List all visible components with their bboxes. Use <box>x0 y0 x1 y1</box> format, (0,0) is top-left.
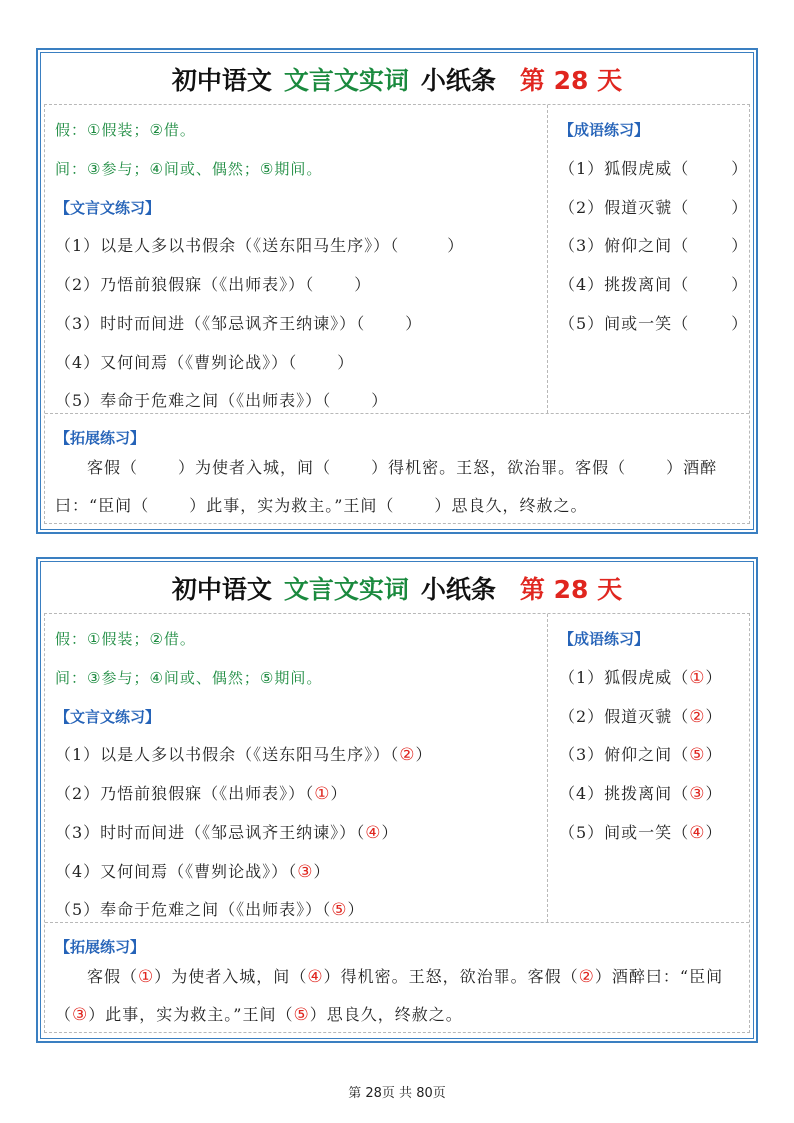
answer: ⑤ <box>689 745 706 765</box>
wenyan-item: （3）时时而间进（《邹忌讽齐王纳谏》）（④） <box>55 823 399 843</box>
wenyan-item: （1）以是人多以书假余（《送东阳马生序》）（②） <box>55 745 433 765</box>
chengyu-item: （4）挑拨离间（ ） <box>559 275 749 294</box>
row-divider <box>45 413 749 414</box>
section-heading-tuozhan: 【拓展练习】 <box>55 938 146 956</box>
wenyan-item: （5）奉命于危难之间（《出师表》）（⑤） <box>55 900 365 920</box>
answer: ③ <box>72 1005 89 1025</box>
answer: ① <box>689 668 706 688</box>
wenyan-item: （4）又何间焉（《曹刿论战》）（ ） <box>55 353 355 372</box>
extension-paragraph: 客假（①）为使者入城，间（④）得机密。王怒，欲治罪。客假（②）酒醉曰：“臣间（③）此事，实为救主。”王间（⑤）思良久，终赦之。 <box>55 967 724 1025</box>
chengyu-item: （2）假道灭虢（②） <box>559 707 723 727</box>
answer: ① <box>138 967 155 987</box>
answer-card <box>36 557 758 1043</box>
wenyan-item: （2）乃悟前狼假寐（《出师表》）（ ） <box>55 275 372 294</box>
card-title: 初中语文 文言文实词 小纸条 第 28 天 <box>171 575 623 604</box>
column-divider <box>547 614 548 922</box>
extension-paragraph: 客假（ ）为使者入城，间（ ）得机密。王怒，欲治罪。客假（ ）酒醉曰：“臣间（ ）此事，实为救主。”王间（ ）思良久，终赦之。 <box>55 458 718 515</box>
chengyu-item: （3）俯仰之间（⑤） <box>559 745 723 765</box>
answer: ④ <box>689 823 706 843</box>
answer: ⑤ <box>331 900 348 920</box>
chengyu-item: （1）狐假虎威（①） <box>559 668 723 688</box>
definition-jian: 间：③参与；④间或、偶然；⑤期间。 <box>55 669 323 687</box>
exercise-card-blank <box>36 48 758 534</box>
section-heading-wenyan: 【文言文练习】 <box>55 708 161 726</box>
row-divider <box>45 922 749 923</box>
wenyan-item: （3）时时而间进（《邹忌讽齐王纳谏》）（ ） <box>55 314 423 333</box>
definition-jia: 假：①假装；②借。 <box>55 630 196 648</box>
section-heading-wenyan: 【文言文练习】 <box>55 199 161 217</box>
chengyu-item: （3）俯仰之间（ ） <box>559 236 749 255</box>
definition-jian: 间：③参与；④间或、偶然；⑤期间。 <box>55 160 323 178</box>
chengyu-item: （1）狐假虎威（ ） <box>559 159 749 178</box>
chengyu-item: （2）假道灭虢（ ） <box>559 198 749 217</box>
wenyan-item: （1）以是人多以书假余（《送东阳马生序》）（ ） <box>55 236 465 255</box>
content-grid <box>44 613 750 1033</box>
chengyu-item: （5）间或一笑（ ） <box>559 314 749 333</box>
answer: ④ <box>365 823 382 843</box>
chengyu-item: （4）挑拨离间（③） <box>559 784 723 804</box>
chengyu-item: （5）间或一笑（④） <box>559 823 723 843</box>
answer: ② <box>578 967 595 987</box>
wenyan-item: （4）又何间焉（《曹刿论战》）（③） <box>55 862 331 882</box>
definition-jia: 假：①假装；②借。 <box>55 121 196 139</box>
wenyan-item: （2）乃悟前狼假寐（《出师表》）（①） <box>55 784 348 804</box>
section-heading-chengyu: 【成语练习】 <box>559 630 650 648</box>
answer: ② <box>399 745 416 765</box>
page-number: 第 28页 共 80页 <box>348 1086 446 1101</box>
answer: ④ <box>307 967 324 987</box>
answer: ⑤ <box>293 1005 310 1025</box>
column-divider <box>547 105 548 413</box>
wenyan-item: （5）奉命于危难之间（《出师表》）（ ） <box>55 391 389 410</box>
answer: ③ <box>297 862 314 882</box>
answer: ② <box>689 707 706 727</box>
section-heading-chengyu: 【成语练习】 <box>559 121 650 139</box>
answer: ① <box>314 784 331 804</box>
section-heading-tuozhan: 【拓展练习】 <box>55 429 146 447</box>
card-title: 初中语文 文言文实词 小纸条 第 28 天 <box>171 66 623 95</box>
content-grid <box>44 104 750 524</box>
answer: ③ <box>689 784 706 804</box>
